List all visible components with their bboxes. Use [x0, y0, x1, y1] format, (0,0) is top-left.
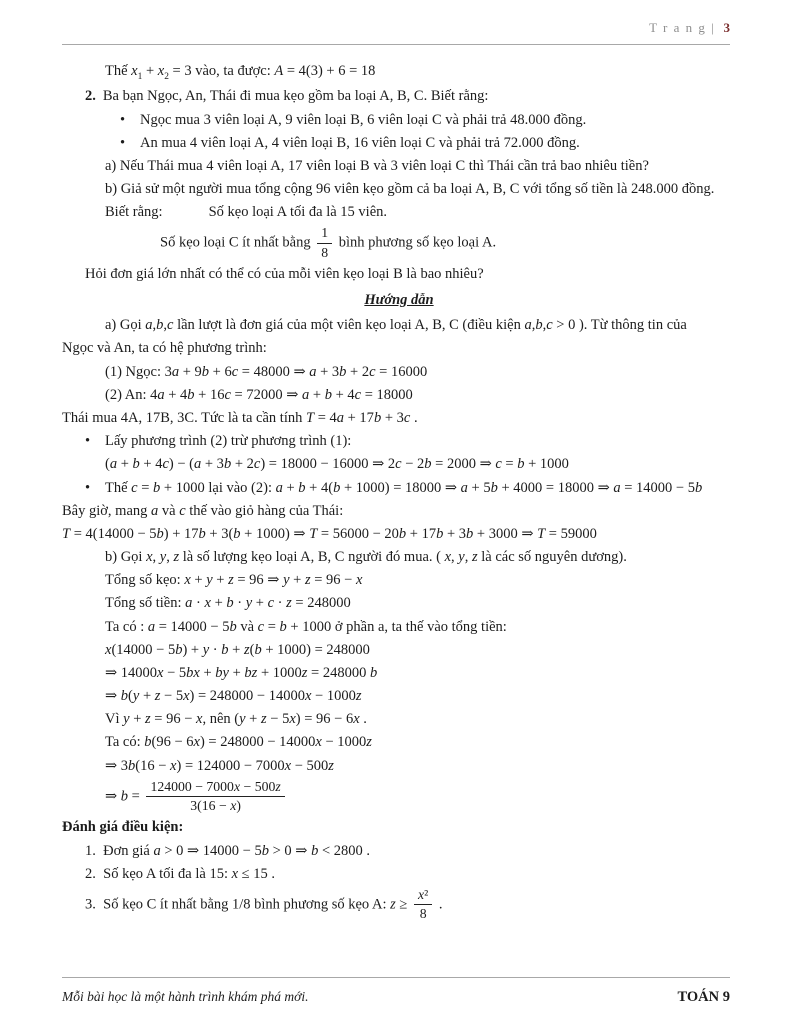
text-line: [62, 110, 736, 131]
math-run: c = b + 1000: [257, 618, 332, 635]
text-run: Bây giờ, mang: [62, 502, 152, 519]
page-number: 3: [723, 20, 730, 35]
math-run: x(14000 − 5b) + y · b + z(b + 1000) = 248000: [105, 641, 370, 658]
text-line: [62, 640, 736, 661]
text-run: Biết rằng:: [105, 204, 163, 221]
fraction-denominator: 3(16 − x): [190, 798, 241, 814]
text-line: [62, 385, 736, 406]
math-run: a + b + 4(b + 1000) = 18000 ⇒ a + 5b + 4000 = 18000 ⇒ a = 14000 − 5b: [275, 479, 703, 496]
text-run: a) Gọi: [105, 317, 146, 334]
math-run: ⇒ b =: [105, 788, 144, 805]
text-run: 3. Số kẹo C ít nhất bằng 1/8 bình phương số kẹo A:: [85, 896, 391, 913]
text-line: [62, 315, 736, 336]
math-run: A = 4(3) + 6 = 18: [274, 62, 376, 79]
text-run: Số kẹo loại C ít nhất bằng: [160, 234, 315, 251]
math-run: c = b + 1000: [131, 479, 205, 496]
bullet-marker: •: [85, 433, 91, 450]
content: [62, 58, 736, 926]
text-run: Thế: [105, 62, 132, 79]
text-line: [62, 179, 736, 200]
math-run: a · x + b · y + c · z = 248000: [185, 595, 351, 612]
math-run: a = 14000 − 5b: [147, 618, 237, 635]
text-line: [62, 524, 736, 545]
text-run: b) Gọi: [105, 549, 147, 566]
fraction: [146, 779, 284, 815]
fraction-denominator: 8: [419, 906, 427, 922]
text-run: An mua 4 viên loại A, 4 viên loại B, 16 viên loại C và phải trả 72.000 đồng.: [140, 134, 580, 151]
text-line: [62, 756, 736, 777]
math-run: a > 0 ⇒ 14000 − 5b > 0 ⇒ b < 2800: [153, 842, 363, 859]
text-line: [62, 225, 736, 261]
text-line: [62, 864, 736, 885]
text-run: Ngọc và An, ta có hệ phương trình:: [62, 340, 267, 357]
text-run: và: [236, 618, 258, 635]
text-run: Hướng dẫn: [364, 291, 434, 308]
text-line: [62, 478, 736, 499]
text-run: Đánh giá điều kiện:: [62, 819, 184, 836]
bullet-marker: •: [85, 479, 91, 496]
footer-book-title: TOÁN 9: [677, 989, 730, 1005]
math-run: y + z = 96 − x: [123, 711, 203, 728]
math-run: c: [179, 502, 186, 519]
text-line: [62, 663, 736, 684]
text-run: , nên: [202, 711, 235, 728]
footer-rule: [62, 977, 730, 978]
math-run: a: [151, 502, 159, 519]
math-run: x + y + z = 96 ⇒ y + z = 96 − x: [184, 572, 363, 589]
text-line: [62, 709, 736, 730]
math-run: T = 4(14000 − 5b) + 17b + 3(b + 1000) ⇒ T = 56000 − 20b + 17b + 3b + 3000 ⇒ T = 59000: [62, 525, 597, 542]
math-run: x, y, z: [444, 549, 478, 566]
text-run: Thế: [105, 479, 132, 496]
math-run: 4a + 4b + 16c = 72000 ⇒ a + b + 4c = 18000: [150, 386, 413, 403]
text-line: [62, 156, 736, 177]
text-line: [62, 617, 736, 638]
text-run: 2. Số kẹo A tối đa là 15:: [85, 865, 232, 882]
math-run: ⇒ 3b(16 − x) = 124000 − 7000x − 500z: [105, 757, 334, 774]
text-run: là số lượng kẹo loại A, B, C người đó mua. (: [179, 549, 445, 566]
text-run: thế vào giỏ hàng của Thái:: [185, 502, 344, 519]
text-run: Tổng số kẹo:: [105, 572, 185, 589]
bullet-marker: •: [120, 111, 126, 128]
fraction-numerator: 124000 − 7000x − 500z: [146, 779, 284, 798]
fraction: [317, 225, 332, 261]
math-run: x ≤ 15: [231, 865, 268, 882]
text-line: [62, 338, 736, 359]
text-line: [62, 593, 736, 614]
text-run: .: [267, 865, 276, 882]
text-line: [62, 454, 736, 475]
text-line: [62, 547, 736, 568]
math-run: ⇒ b(y + z − 5x) = 248000 − 14000x − 1000z: [105, 688, 362, 705]
text-run: Ta có :: [105, 618, 148, 635]
text-line: [62, 779, 736, 815]
text-run: .: [410, 409, 418, 426]
math-run: z ≥: [390, 896, 411, 913]
text-line: [62, 841, 736, 862]
text-run: lại vào (2):: [204, 479, 276, 496]
text-run: (2) An:: [105, 386, 151, 403]
text-run: ở phần a, ta thế vào tổng tiền:: [331, 618, 507, 635]
text-run: ). Từ thông tin của: [575, 317, 687, 334]
text-line: [62, 264, 736, 285]
math-run: $x_1 + x_2 = 3$: [131, 62, 192, 82]
footer-motto: Mỗi bài học là một hành trình khám phá mới.: [62, 989, 309, 1004]
text-run: Số kẹo loại A tối đa là 15 viên.: [208, 204, 388, 221]
text-line: [62, 431, 736, 452]
page-header: [649, 20, 730, 36]
text-line: [62, 202, 736, 223]
math-run: b(96 − 6x) = 248000 − 14000x − 1000z: [144, 734, 372, 751]
fraction-denominator: 8: [321, 245, 329, 261]
math-run: T = 4a + 17b + 3c: [305, 409, 411, 426]
text-line: [62, 61, 736, 84]
text-line: [62, 887, 736, 923]
bullet-marker: •: [120, 134, 126, 151]
math-run: ⇒ 14000x − 5bx + by + bz + 1000z = 248000 b: [105, 664, 378, 681]
text-line: [62, 686, 736, 707]
text-run: Vì: [105, 711, 124, 728]
text-run: 1. Đơn giá: [85, 842, 154, 859]
fraction-numerator: x²: [414, 887, 432, 906]
text-run: Ngọc mua 3 viên loại A, 9 viên loại B, 6 viên loại C và phải trả 48.000 đồng.: [140, 111, 587, 128]
text-run: a) Nếu Thái mua 4 viên loại A, 17 viên loại B và 3 viên loại C thì Thái cần trả bao nhiêu tiền?: [105, 157, 649, 174]
text-run: 2.: [85, 88, 96, 105]
text-run: b) Giả sử một người mua tổng cộng 96 viên kẹo gồm cả ba loại A, B, C với tổng số tiền là 248.000 đồng.: [105, 181, 715, 198]
page-footer: [62, 989, 730, 1006]
text-line: [62, 408, 736, 429]
math-run: (y + z − 5x) = 96 − 6x: [234, 711, 360, 728]
math-run: (a + b + 4c) − (a + 3b + 2c) = 18000 − 16000 ⇒ 2c − 2b = 2000 ⇒ c = b + 1000: [105, 456, 569, 473]
header-rule: [62, 44, 730, 45]
text-line: [62, 817, 736, 838]
text-run: Thái mua 4A, 17B, 3C. Tức là ta cần tính: [62, 409, 306, 426]
text-line: [62, 570, 736, 591]
math-run: 3a + 9b + 6c = 48000 ⇒ a + 3b + 2c = 16000: [164, 363, 428, 380]
page-label: T r a n g |: [649, 20, 716, 35]
text-run: bình phương số kẹo loại A.: [335, 234, 497, 251]
math-run: a,b,c: [145, 317, 174, 334]
text-run: .: [435, 896, 443, 913]
text-run: Hỏi đơn giá lớn nhất có thể có của mỗi viên kẹo loại B là bao nhiêu?: [85, 266, 484, 283]
fraction-numerator: 1: [317, 225, 332, 244]
text-run: là các số nguyên dương).: [477, 549, 627, 566]
text-run: Lấy phương trình (2) trừ phương trình (1):: [105, 433, 352, 450]
text-run: .: [359, 711, 367, 728]
text-run: Ba bạn Ngọc, An, Thái đi mua kẹo gồm ba loại A, B, C. Biết rằng:: [102, 88, 489, 105]
text-run: và: [158, 502, 180, 519]
math-run: a,b,c > 0: [524, 317, 576, 334]
text-line: [62, 362, 736, 383]
text-run: .: [362, 842, 371, 859]
fraction: [414, 887, 432, 923]
math-run: x, y, z: [146, 549, 180, 566]
text-line: [62, 86, 736, 107]
text-run: lần lượt là đơn giá của một viên kẹo loại A, B, C (điều kiện: [173, 317, 525, 334]
section-heading: [62, 290, 736, 311]
text-run: vào, ta được:: [191, 62, 275, 79]
text-run: Tổng số tiền:: [105, 595, 186, 612]
text-run: Ta có:: [105, 734, 145, 751]
text-line: [62, 133, 736, 154]
text-line: [62, 501, 736, 522]
text-line: [62, 732, 736, 753]
text-run: (1) Ngọc:: [105, 363, 165, 380]
